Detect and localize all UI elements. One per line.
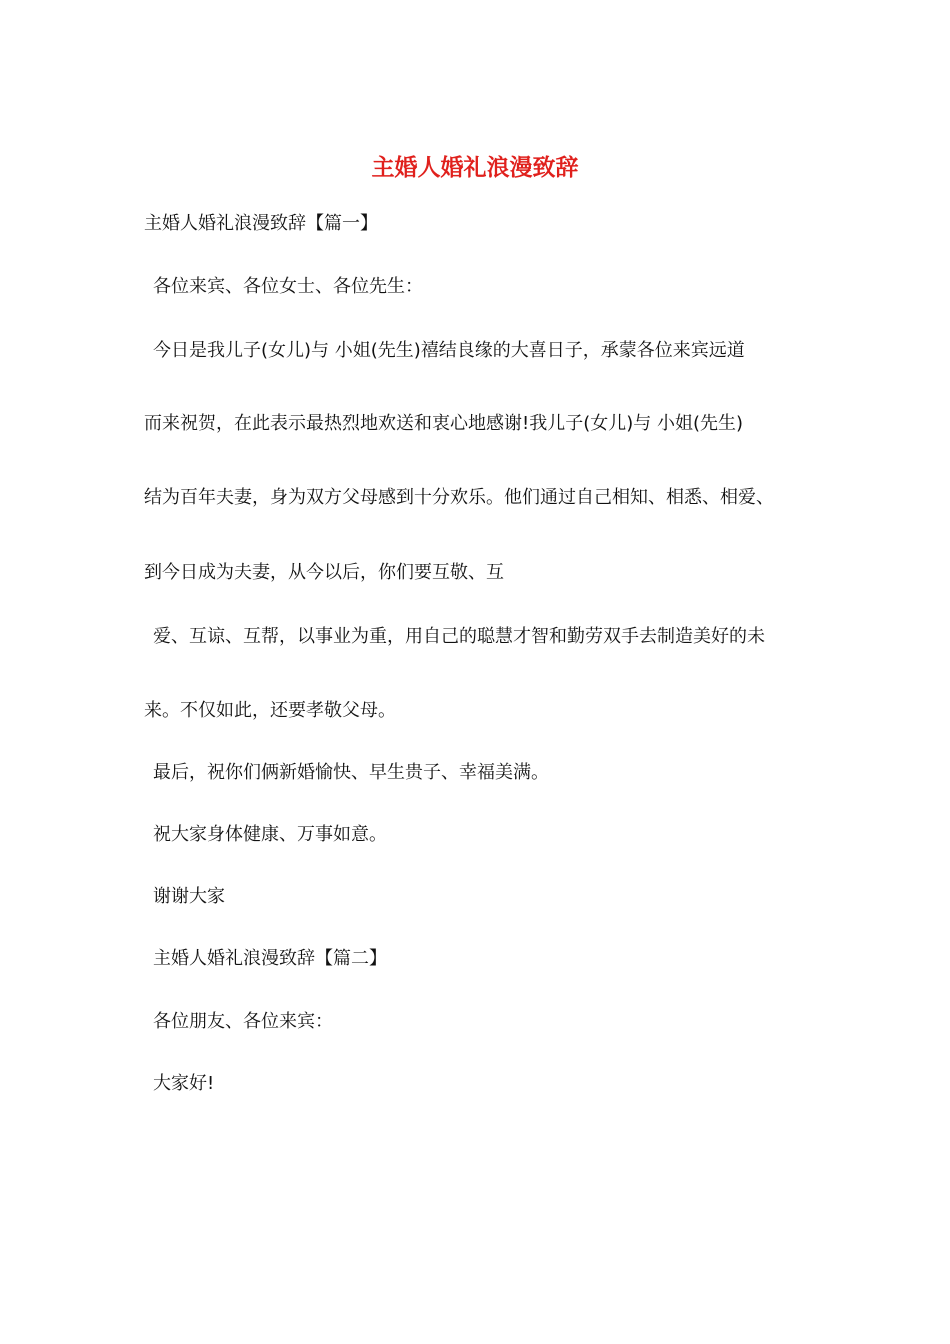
section-heading-2: 主婚人婚礼浪漫致辞【篇二】 xyxy=(153,948,387,969)
paragraph-line: 今日是我儿子(女儿)与 小姐(先生)禧结良缘的大喜日子，承蒙各位来宾远道 xyxy=(153,340,745,361)
section-heading-1: 主婚人婚礼浪漫致辞【篇一】 xyxy=(144,213,378,234)
closing-wish: 祝大家身体健康、万事如意。 xyxy=(153,824,387,845)
paragraph-line: 结为百年夫妻，身为双方父母感到十分欢乐。他们通过自己相知、相悉、相爱、 xyxy=(144,487,774,508)
salutation-1: 各位来宾、各位女士、各位先生： xyxy=(153,276,423,297)
salutation-2: 各位朋友、各位来宾： xyxy=(153,1011,333,1032)
paragraph-line: 而来祝贺，在此表示最热烈地欢送和衷心地感谢!我儿子(女儿)与 小姐(先生) xyxy=(144,413,744,434)
paragraph-line: 爱、互谅、互帮，以事业为重，用自己的聪慧才智和勤劳双手去制造美好的未 xyxy=(153,626,765,647)
greeting-line: 大家好! xyxy=(153,1073,215,1094)
paragraph-line: 来。不仅如此，还要孝敬父母。 xyxy=(144,700,396,721)
page-title: 主婚人婚礼浪漫致辞 xyxy=(371,154,579,181)
closing-wish: 最后，祝你们俩新婚愉快、早生贵子、幸福美满。 xyxy=(153,762,549,783)
paragraph-line: 到今日成为夫妻，从今以后，你们要互敬、互 xyxy=(144,562,504,583)
thanks-line: 谢谢大家 xyxy=(153,886,225,907)
